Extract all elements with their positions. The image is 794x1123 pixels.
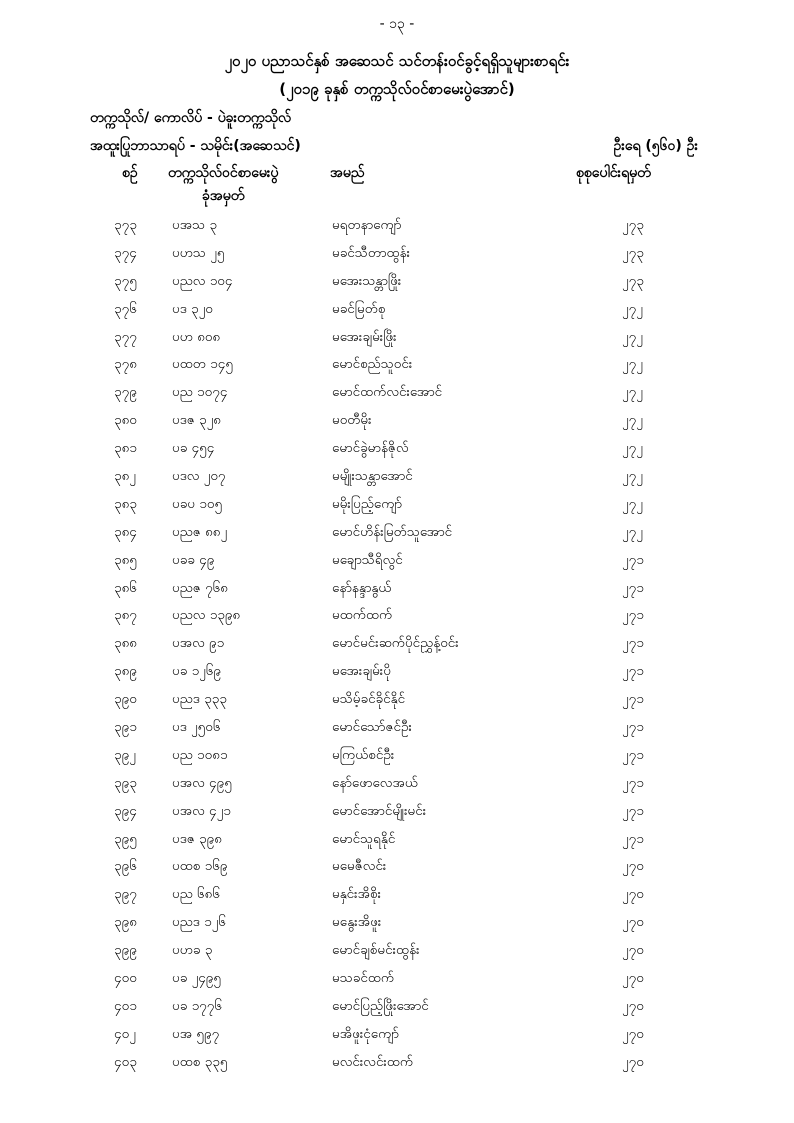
table-row <box>0 774 794 802</box>
table-row <box>0 690 794 718</box>
row-name: မောင်အောင်မျိုးမင်း <box>332 802 427 819</box>
row-roll-number: ပဟခ ၃ <box>172 942 213 959</box>
row-total-marks: ၂၇၁ <box>622 719 644 736</box>
row-total-marks: ၂၇၂ <box>622 440 643 457</box>
row-name: မလင်းလင်းထက် <box>332 1053 414 1070</box>
row-name: မောင်ဟိန်းမြတ်သူအောင် <box>332 523 453 540</box>
table-row <box>0 355 794 383</box>
row-total-marks: ၂၇၁ <box>622 746 644 763</box>
table-row <box>0 857 794 885</box>
row-roll-number: ပညဒ ၁၂၆ <box>172 914 226 931</box>
row-name: မောင်ထက်လင်းအောင် <box>332 384 443 401</box>
header-total-marks: စုစုပေါင်းရမှတ် <box>576 165 651 181</box>
row-name: မအေးချမ်းဖြိုး <box>332 328 397 345</box>
row-serial-no: ၃၈၄ <box>114 523 137 540</box>
row-roll-number: ပထစ ၁၆၉ <box>172 858 228 875</box>
row-roll-number: ပထစ ၃၃၅ <box>172 1053 228 1070</box>
header-name: အမည် <box>330 165 365 181</box>
row-serial-no: ၃၈၂ <box>114 468 136 485</box>
row-total-marks: ၂၇၁ <box>622 579 644 596</box>
row-name: မအေးချမ်းပို <box>332 663 391 680</box>
row-total-marks: ၂၇၀ <box>622 1053 644 1070</box>
row-roll-number: ပဟသ ၂၅ <box>172 244 225 261</box>
row-roll-number: ပခ ၁၂၆၉ <box>172 663 221 680</box>
row-serial-no: ၃၉၉ <box>114 942 137 959</box>
table-row <box>0 746 794 774</box>
row-serial-no: ၃၈၆ <box>114 579 137 596</box>
row-name: မသိမ့်ခင်ခိုင်နိုင် <box>332 691 406 708</box>
row-roll-number: ပအလ ၄၉၅ <box>172 774 232 791</box>
row-roll-number: ပခပ ၁၀၅ <box>172 495 223 512</box>
row-serial-no: ၃၉၅ <box>114 830 137 847</box>
row-name: မောင်သူရနိုင် <box>332 830 396 847</box>
row-roll-number: ပညလ ၁၃၉၈ <box>172 607 241 624</box>
table-row <box>0 662 794 690</box>
row-roll-number: ပခ ၄၅၄ <box>172 440 215 457</box>
row-name: မခင်မြတ်စု <box>332 300 386 317</box>
row-name: မမေဇီလင်း <box>332 858 387 875</box>
row-name: မခင်သီတာထွန်း <box>332 244 411 261</box>
subject-line: အထူးပြုဘာသာရပ် - သမိုင်း(အဆေသင်) <box>90 138 301 154</box>
table-row <box>0 244 794 272</box>
row-total-marks: ၂၇၃ <box>622 217 644 233</box>
row-total-marks: ၂၇၀ <box>622 858 644 875</box>
row-serial-no: ၄၀၂ <box>114 1025 136 1042</box>
row-serial-no: ၃၈၀ <box>114 412 137 429</box>
table-row <box>0 551 794 579</box>
table-row <box>0 216 794 244</box>
row-name: မမျိုးသန္တာအောင် <box>332 468 413 485</box>
row-total-marks: ၂၇၂ <box>622 384 643 401</box>
table-row <box>0 467 794 495</box>
row-roll-number: ပညဇ ၇၆၈ <box>172 579 228 596</box>
row-name: မအိဖူးငုံကျော် <box>332 1025 399 1042</box>
row-total-marks: ၂၇၂ <box>622 495 643 512</box>
table-row <box>0 495 794 523</box>
row-roll-number: ပည ၁၀၇၄ <box>172 384 228 401</box>
row-total-marks: ၂၇၀ <box>622 997 644 1014</box>
row-total-marks: ၂၇၂ <box>622 300 643 317</box>
row-roll-number: ပညလ ၁၀၄ <box>172 272 233 289</box>
table-row <box>0 579 794 607</box>
row-roll-number: ပဒ ၃၂၀ <box>172 300 213 317</box>
table-row <box>0 802 794 830</box>
row-name: မဝတီမိုး <box>332 412 372 429</box>
row-roll-number: ပညဒ ၃၃၃ <box>172 691 227 708</box>
row-serial-no: ၃၇၄ <box>114 244 137 261</box>
table-row <box>0 941 794 969</box>
row-serial-no: ၄၀၁ <box>114 997 137 1014</box>
row-total-marks: ၂၇၁ <box>622 607 644 624</box>
table-row <box>0 1025 794 1053</box>
row-roll-number: ပထတ ၁၄၅ <box>172 356 233 373</box>
row-total-marks: ၂၇၁ <box>622 830 644 847</box>
row-name: မထက်ထက် <box>332 607 393 624</box>
row-total-marks: ၂၇၁ <box>622 551 644 568</box>
table-row <box>0 328 794 356</box>
row-total-marks: ၂၇၁ <box>622 802 644 819</box>
table-row <box>0 830 794 858</box>
header-roll-number: တက္ကသိုလ်ဝင်စာမေးပွဲ <box>168 165 279 181</box>
row-name: နော်ဖောလေအယ် <box>332 774 418 791</box>
row-name: မသခင်ထက် <box>332 970 395 987</box>
row-roll-number: ပည ၆၈၆ <box>172 886 220 903</box>
row-name: မနှင်းအိစိုး <box>332 886 382 903</box>
row-serial-no: ၃၉၀ <box>114 691 137 708</box>
row-serial-no: ၃၇၃ <box>114 217 137 233</box>
row-roll-number: ပအလ ၄၂၁ <box>172 802 231 819</box>
row-serial-no: ၃၇၉ <box>114 384 137 401</box>
row-total-marks: ၂၇၀ <box>622 914 644 931</box>
row-total-marks: ၂၇၂ <box>622 468 643 485</box>
row-name: မောင်ပြည့်ဖြိုးအောင် <box>332 997 429 1014</box>
row-serial-no: ၃၉၃ <box>114 774 137 791</box>
page-number: - ၁၃ - <box>379 16 415 32</box>
row-serial-no: ၃၉၄ <box>114 802 137 819</box>
row-roll-number: ပခ ၁၇၇၆ <box>172 997 222 1014</box>
row-total-marks: ၂၇၂ <box>622 328 643 345</box>
row-serial-no: ၃၈၇ <box>114 607 137 624</box>
row-name: မောင်ချစ်မင်းထွန်း <box>332 942 420 959</box>
university-line: တက္ကသိုလ်/ ကောလိပ် - ပဲခူးတက္ကသိုလ် <box>90 110 292 126</box>
row-roll-number: ပဒ ၂၅၀၆ <box>172 719 221 736</box>
table-row <box>0 411 794 439</box>
row-total-marks: ၂၇၃ <box>622 272 644 289</box>
document-subtitle: (၂၀၁၉ ခုနှစ် တက္ကသိုလ်ဝင်စာမေးပွဲအောင်) <box>279 80 515 98</box>
row-name: မအေးသန္တာဖြိုး <box>332 272 402 289</box>
row-serial-no: ၃၇၅ <box>114 272 137 289</box>
row-name: မရတနာကျော် <box>332 217 402 233</box>
row-total-marks: ၂၇၀ <box>622 942 644 959</box>
table-row <box>0 439 794 467</box>
table-row <box>0 523 794 551</box>
table-row <box>0 969 794 997</box>
row-name: မကြယ်စင်ဦး <box>332 746 395 763</box>
table-row <box>0 1053 794 1081</box>
row-serial-no: ၃၇၆ <box>114 300 137 317</box>
table-row <box>0 606 794 634</box>
row-roll-number: ပဒဇ ၃၉၈ <box>172 830 222 847</box>
row-roll-number: ပခခ ၄၉ <box>172 551 215 568</box>
row-serial-no: ၃၈၁ <box>114 440 137 457</box>
results-table <box>0 216 794 1081</box>
row-serial-no: ၃၈၃ <box>114 495 137 512</box>
row-roll-number: ပညဇ ၈၈၂ <box>172 523 228 540</box>
table-row <box>0 997 794 1025</box>
row-name: မောင်ခွဲမာန်ဇိုလ် <box>332 440 409 457</box>
row-roll-number: ပဒလ ၂၀၇ <box>172 468 226 485</box>
row-roll-number: ပခ ၂၄၉၅ <box>172 970 221 987</box>
row-serial-no: ၃၉၇ <box>114 886 137 903</box>
row-roll-number: ပည ၁၀၈၁ <box>172 746 228 763</box>
row-total-marks: ၂၇၃ <box>622 244 644 261</box>
row-total-marks: ၂၇၀ <box>622 886 644 903</box>
row-roll-number: ပအ ၅၉၇ <box>172 1025 220 1042</box>
row-serial-no: ၃၉၈ <box>114 914 137 931</box>
table-row <box>0 885 794 913</box>
table-row <box>0 300 794 328</box>
row-total-marks: ၂၇၁ <box>622 635 644 652</box>
row-roll-number: ပအသ ၃ <box>172 217 218 233</box>
row-serial-no: ၃၉၂ <box>114 746 136 763</box>
row-total-marks: ၂၇၀ <box>622 1025 644 1042</box>
row-name: မမိုးပြည့်ကျော် <box>332 495 403 512</box>
row-roll-number: ပဟ ၈၀၈ <box>172 328 221 345</box>
row-total-marks: ၂၇၂ <box>622 523 643 540</box>
row-serial-no: ၃၇၈ <box>114 356 137 373</box>
row-serial-no: ၃၉၆ <box>114 858 137 875</box>
header-roll-number-line-2: ခုံအမှတ် <box>202 188 245 204</box>
row-total-marks: ၂၇၂ <box>622 412 643 429</box>
table-row <box>0 718 794 746</box>
row-name: မနွေးအိဖူး <box>332 914 382 931</box>
row-roll-number: ပအလ ၉၁ <box>172 635 225 652</box>
total-count: ဦးရေ (၅၆၀) ဦး <box>613 138 698 154</box>
row-total-marks: ၂၇၁ <box>622 691 644 708</box>
row-total-marks: ၂၇၂ <box>622 356 643 373</box>
row-serial-no: ၃၉၁ <box>114 719 137 736</box>
row-total-marks: ၂၇၁ <box>622 663 644 680</box>
row-serial-no: ၃၈၉ <box>114 663 137 680</box>
table-row <box>0 272 794 300</box>
row-roll-number: ပဒဇ ၃၂၈ <box>172 412 221 429</box>
row-total-marks: ၂၇၀ <box>622 970 644 987</box>
header-serial-no: စဉ် <box>122 165 138 181</box>
row-serial-no: ၄၀၀ <box>114 970 137 987</box>
row-name: မချောသီရိလွင် <box>332 551 403 568</box>
row-total-marks: ၂၇၁ <box>622 774 644 791</box>
row-name: နော်နန္ဒာနွယ် <box>332 579 392 596</box>
row-name: မောင်စည်သူဝင်း <box>332 356 413 373</box>
row-name: မောင်သော်ဇင်ဦး <box>332 719 412 736</box>
row-name: မောင်မင်းဆက်ပိုင်ညွှန့်ဝင်း <box>332 635 459 652</box>
table-row <box>0 913 794 941</box>
row-serial-no: ၃၈၅ <box>114 551 137 568</box>
row-serial-no: ၃၇၇ <box>114 328 137 345</box>
table-row <box>0 634 794 662</box>
row-serial-no: ၃၈၈ <box>114 635 138 652</box>
table-row <box>0 383 794 411</box>
document-title: ၂၀၂၀ ပညာသင်နှစ် အဆေသင် သင်တန်းဝင်ခွင့်ရရှိသူများစာရင်း <box>224 52 570 70</box>
row-serial-no: ၄၀၃ <box>114 1053 137 1070</box>
